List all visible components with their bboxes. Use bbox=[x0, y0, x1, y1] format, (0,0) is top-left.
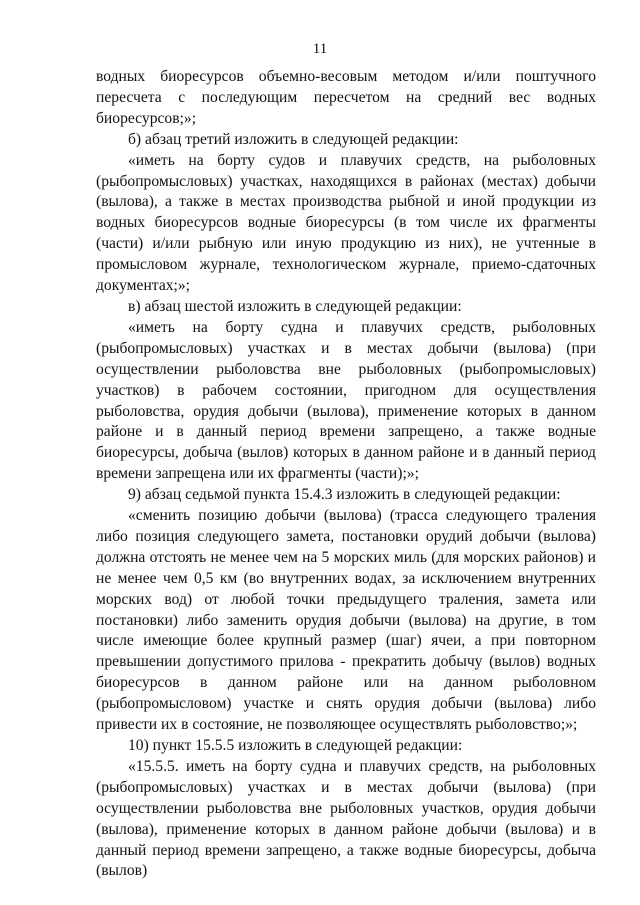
paragraph: водных биоресурсов объемно-весовым методом и/или поштучного пересчета с последующим пересчетом на средний вес водных биоресурсов;»; bbox=[96, 68, 596, 127]
page-number: 11 bbox=[312, 41, 328, 57]
document-body bbox=[96, 67, 596, 882]
paragraph: 10) пункт 15.5.5 изложить в следующей редакции: bbox=[128, 737, 463, 754]
paragraph: «сменить позицию добычи (вылова) (трасса следующего траления либо позиция следующего замета, постановки орудий добычи (вылова) должна отстоять не менее чем на 5 морских миль (для морских районов) и не менее чем 0,5 км (во внутренних водах, за исключением внутренних морских вод) от любой точки предыдущего траления, замета или постановки) либо заменить орудия добычи (вылова) на другие, в том числе имеющие более крупный размер (шаг) ячеи, а при повторном превышении допустимого прилова - прекратить добычу (вылов) водных биоресурсов в данном районе или на данном рыболовном (рыбопромысловом) участке и снять орудия добычи (вылова) либо привести их в состояние, не позволяющее осуществлять рыболовство;»; bbox=[96, 507, 596, 734]
paragraph: «иметь на борту судна и плавучих средств, рыболовных (рыбопромысловых) участках и в местах добычи (вылова) (при осуществлении рыболовства вне рыболовных (рыбопромысловых) участков) в рабочем состоянии, пригодном для осуществления рыболовства, орудия добычи (вылова), применение которых в данном районе и в данный период времени запрещено, а также водные биоресурсы, добыча (вылов) которых в данном районе и в данный период времени запрещена или их фрагменты (части);»; bbox=[96, 318, 596, 483]
paragraph: в) абзац шестой изложить в следующей редакции: bbox=[128, 297, 462, 315]
paragraph: «иметь на борту судов и плавучих средств, на рыболовных (рыбопромысловых) участках, находящихся в районах (местах) добычи (вылова), а также в местах производства рыбной и иной продукции из водных биоресурсов водные биоресурсы (в том числе их фрагменты (части) и/или рыбную или иную продукцию из них), не учтенные в промысловом журнале, технологическом журнале, приемо-сдаточных документах;»; bbox=[96, 151, 596, 295]
paragraph: б) абзац третий изложить в следующей редакции: bbox=[128, 130, 459, 148]
paragraph: «15.5.5. иметь на борту судна и плавучих средств, на рыболовных (рыбопромысловых) участках и в местах добычи (вылова) (при осуществлении рыболовства вне рыболовных участков, орудия добычи (вылова), применение которых в данном районе добычи (вылова) и в данный период времени запрещено, а также водные биоресурсы, добыча (вылов) bbox=[96, 757, 596, 880]
paragraph: 9) абзац седьмой пункта 15.4.3 изложить в следующей редакции: bbox=[128, 486, 561, 504]
